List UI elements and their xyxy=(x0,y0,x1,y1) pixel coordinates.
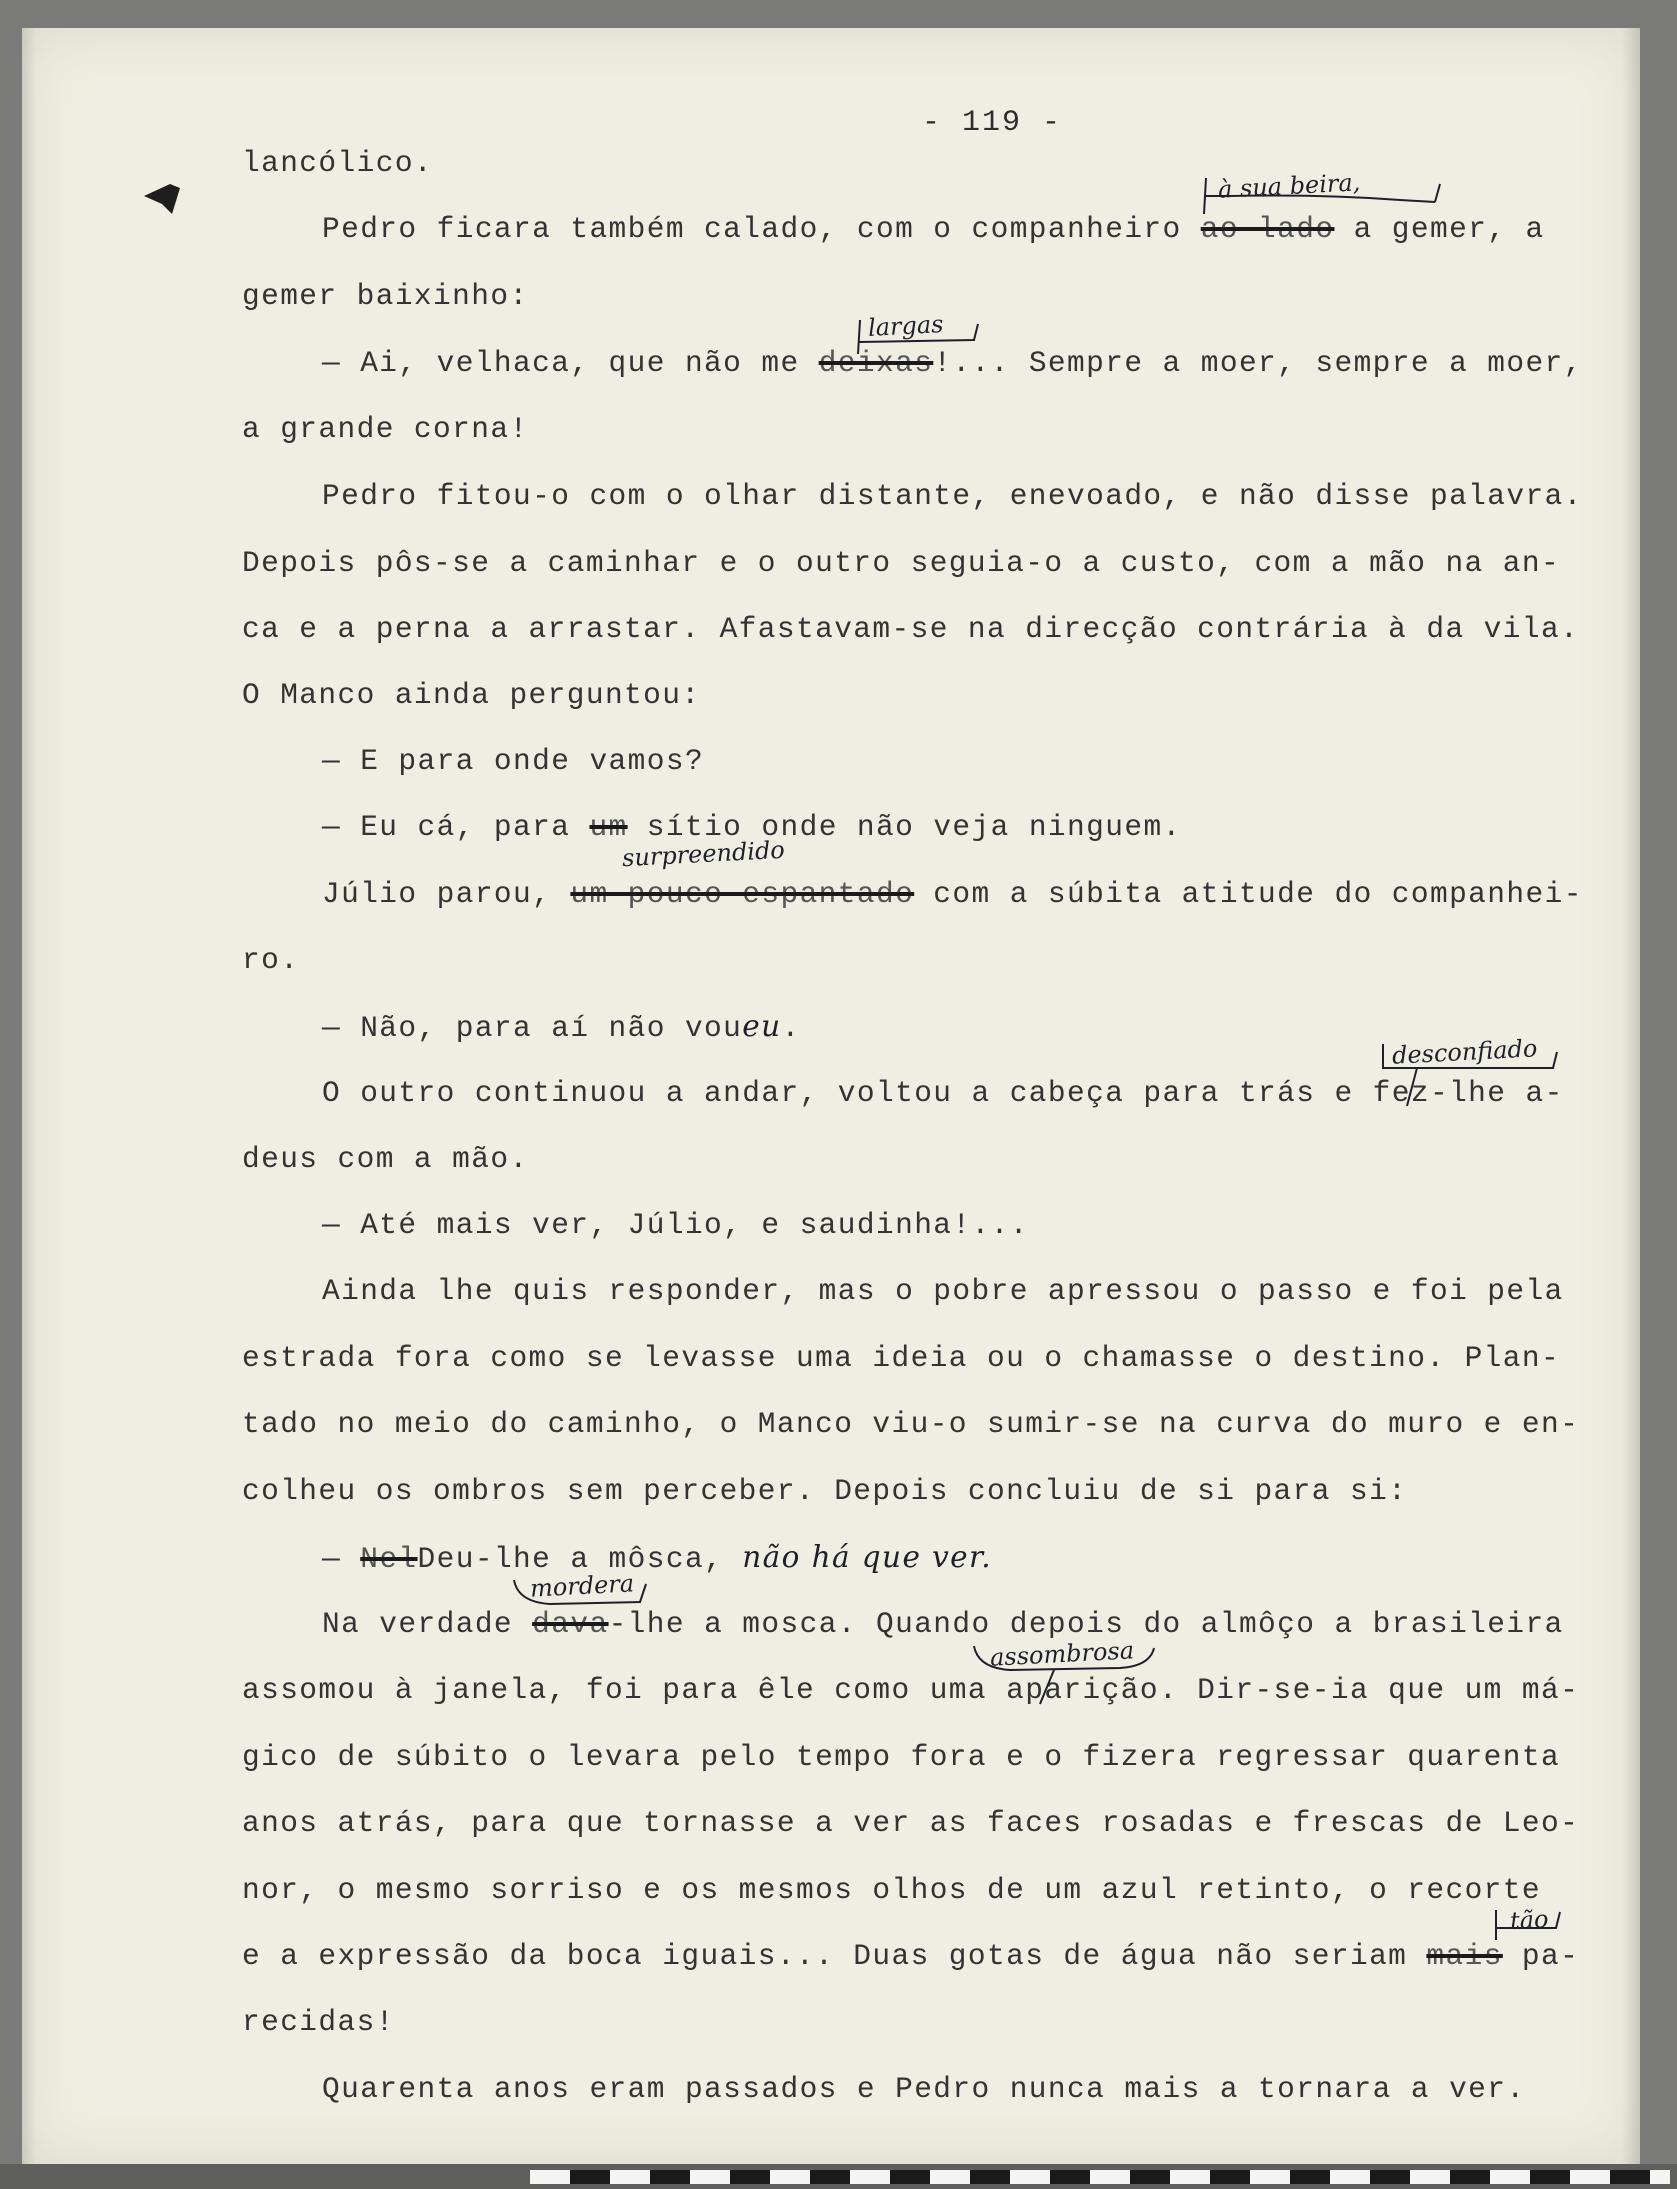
text-line: ro. xyxy=(242,943,300,977)
text-line: gico de súbito o levara pelo tempo fora e o fizera regressar quarenta xyxy=(242,1740,1561,1774)
struck-text: deixas xyxy=(818,346,934,380)
struck-text: Nel xyxy=(360,1542,418,1576)
text-line: Quarenta anos eram passados e Pedro nunca mais a tornara a ver. xyxy=(322,2072,1526,2106)
text-line: Na verdade dava-lhe a mosca. Quando depois do almôço a brasileira xyxy=(322,1607,1564,1641)
struck-text: dava xyxy=(532,1607,609,1641)
text-line: O outro continuou a andar, voltou a cabeça para trás e fez-lhe a- xyxy=(322,1076,1564,1110)
right-fold-shadow xyxy=(1622,28,1640,2164)
handwritten-insertion: não há que ver. xyxy=(742,1540,993,1574)
text-line: — Não, para aí não voueu. xyxy=(322,1009,801,1045)
text-line: e a expressão da boca iguais... Duas gotas de água não seriam mais pa- xyxy=(242,1939,1580,1973)
handwritten-insertion: eu xyxy=(742,1009,782,1043)
text-line: colheu os ombros sem perceber. Depois concluiu de si para si: xyxy=(242,1474,1408,1508)
document-sheet xyxy=(22,28,1640,2164)
handwritten-insertion: largas xyxy=(867,310,945,342)
text-line: Depois pôs-se a caminhar e o outro seguia-o a custo, com a mão na an- xyxy=(242,546,1561,580)
text-line: gemer baixinho: xyxy=(242,279,529,313)
insertion-caret xyxy=(1377,1042,1577,1112)
text-line: ca e a perna a arrastar. Afastavam-se na direcção contrária à da vila. xyxy=(242,612,1580,646)
text-line: nor, o mesmo sorriso e os mesmos olhos de um azul retinto, o recorte xyxy=(242,1873,1541,1907)
text-line: Ainda lhe quis responder, mas o pobre apressou o passo e foi pela xyxy=(322,1274,1564,1308)
text-line: anos atrás, para que tornasse a ver as faces rosadas e frescas de Leo- xyxy=(242,1806,1580,1840)
struck-text: mais xyxy=(1426,1939,1503,1973)
text-line: — Ai, velhaca, que não me deixas!... Sempre a moer, sempre a moer, xyxy=(322,346,1583,380)
text-line: Júlio parou, um pouco espantado com a súbita atitude do companhei- xyxy=(322,877,1583,911)
text-line: Pedro ficara também calado, com o companheiro ao lado a gemer, a xyxy=(322,212,1545,246)
page-number: - 119 - xyxy=(922,106,1063,140)
torn-corner-icon xyxy=(142,182,182,216)
handwritten-insertion: mordera xyxy=(529,1569,635,1603)
handwritten-insertion: surpreendido xyxy=(621,835,786,873)
insertion-caret xyxy=(854,316,994,362)
text-line: lancólico. xyxy=(242,146,434,180)
insertion-caret xyxy=(1492,1906,1572,1946)
handwritten-insertion: desconfiado xyxy=(1391,1034,1538,1070)
text-line: a grande corna! xyxy=(242,412,529,446)
text-line: estrada fora como se levasse uma ideia ou o chamasse o destino. Plan- xyxy=(242,1341,1561,1375)
insertion-caret xyxy=(510,1576,670,1620)
text-line: assomou à janela, foi para êle como uma aparição. Dir-se-ia que um má- xyxy=(242,1673,1580,1707)
insertion-caret xyxy=(1200,174,1450,224)
text-line: Pedro fitou-o com o olhar distante, enevoado, e não disse palavra. xyxy=(322,479,1583,513)
handwritten-insertion: assombrosa xyxy=(989,1636,1135,1672)
color-scale-bar xyxy=(530,2170,1670,2184)
text-line: — Até mais ver, Júlio, e saudinha!... xyxy=(322,1208,1029,1242)
struck-text: um xyxy=(589,810,628,844)
insertion-caret xyxy=(970,1644,1170,1708)
text-line: — NelDeu-lhe a môsca, não há que ver. xyxy=(322,1540,993,1576)
struck-text: um pouco espantado xyxy=(570,877,915,911)
struck-text: ao lado xyxy=(1200,212,1335,246)
text-line: — E para onde vamos? xyxy=(322,744,705,778)
left-fold-shadow xyxy=(22,28,36,2164)
handwritten-insertion: tão xyxy=(1509,1905,1550,1935)
text-line: recidas! xyxy=(242,2005,395,2039)
text-line: deus com a mão. xyxy=(242,1142,529,1176)
handwritten-insertion: à sua beira, xyxy=(1217,168,1361,204)
text-line: O Manco ainda perguntou: xyxy=(242,678,701,712)
text-line: tado no meio do caminho, o Manco viu-o sumir-se na curva do muro e en- xyxy=(242,1407,1580,1441)
text-line: — Eu cá, para um sítio onde não veja ninguem. xyxy=(322,810,1182,844)
